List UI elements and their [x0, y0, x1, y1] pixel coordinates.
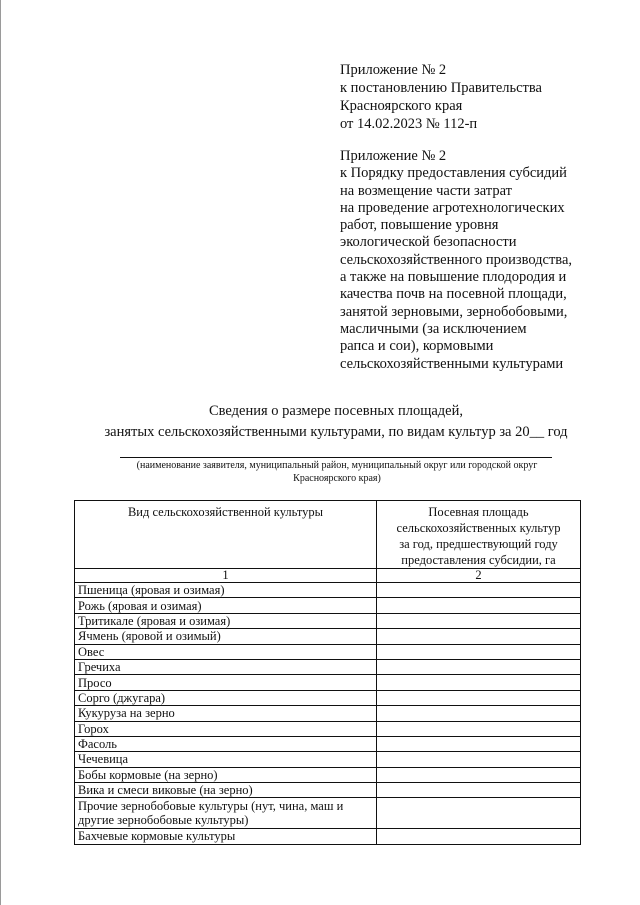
- area-cell: [377, 629, 581, 644]
- appendix-line: качества почв на посевной площади,: [340, 286, 567, 303]
- appendix-line: а также на повышение плодородия и: [340, 269, 567, 286]
- crop-name: Вика и смеси виковые (на зерно): [75, 783, 377, 798]
- appendix-line: на проведение агротехнологических: [340, 199, 565, 216]
- column-number-1: 1: [75, 569, 377, 583]
- resolution-date-number: от 14.02.2023 № 112-п: [340, 116, 478, 132]
- title-line: Сведения о размере посевных площадей,: [209, 403, 463, 419]
- table-row-fodder-beans: [75, 767, 581, 782]
- area-cell: [377, 690, 581, 705]
- area-cell: [377, 613, 581, 628]
- crop-name: Горох: [75, 721, 377, 736]
- appendix-line: экологической безопасности: [340, 234, 517, 251]
- table-row-triticale: [75, 613, 581, 628]
- area-cell: [377, 659, 581, 674]
- crop-name: Овес: [75, 644, 377, 659]
- crop-name: Гречиха: [75, 659, 377, 674]
- document-title: [74, 401, 598, 443]
- crop-name: Фасоль: [75, 736, 377, 751]
- crop-name: Кукуруза на зерно: [75, 706, 377, 721]
- table-row-grain-corn: [75, 706, 581, 721]
- appendix-line: работ, повышение уровня: [340, 217, 499, 234]
- area-cell: [377, 583, 581, 598]
- crop-name: Бобы кормовые (на зерно): [75, 767, 377, 782]
- area-cell: [377, 783, 581, 798]
- crop-name: Тритикале (яровая и озимая): [75, 613, 377, 628]
- appendix-resolution-reference: [340, 61, 542, 133]
- table-row-sorghum: [75, 690, 581, 705]
- table-row-other-legumes: [75, 798, 581, 829]
- appendix-line: сельскохозяйственными культурами: [340, 355, 564, 372]
- area-cell: [377, 721, 581, 736]
- sown-area-header: Посевная площадь сельскохозяйственных культур за год, предшествующий году предоставления субсидии, га: [377, 501, 581, 569]
- appendix-line: Красноярского края: [340, 98, 463, 114]
- table-row-wheat: [75, 583, 581, 598]
- appendix-line: занятой зерновыми, зернобобовыми,: [340, 303, 568, 320]
- area-cell: [377, 706, 581, 721]
- table-row-buckwheat: [75, 659, 581, 674]
- applicant-caption: [112, 459, 562, 485]
- table-header-row: [75, 501, 581, 569]
- appendix-line: сельскохозяйственного производства,: [340, 251, 573, 268]
- table-row-rye: [75, 598, 581, 613]
- area-cell: [377, 798, 581, 829]
- crop-name: Бахчевые кормовые культуры: [75, 829, 377, 844]
- crop-name: Прочие зернобобовые культуры (нут, чина, маш и другие зернобобовые культуры): [75, 798, 377, 829]
- caption-line: Красноярского края): [293, 473, 381, 484]
- appendix-line: к Порядку предоставления субсидий: [340, 165, 567, 182]
- title-line: занятых сельскохозяйственными культурами, по видам культур за 20__ год: [104, 424, 568, 440]
- appendix-line: к постановлению Правительства: [340, 80, 542, 96]
- crop-name: Сорго (джугара): [75, 690, 377, 705]
- area-cell: [377, 675, 581, 690]
- area-cell: [377, 767, 581, 782]
- crop-name: Рожь (яровая и озимая): [75, 598, 377, 613]
- appendix-procedure-reference: [340, 148, 572, 373]
- table-row-lentils: [75, 752, 581, 767]
- appendix-label: Приложение № 2: [340, 148, 447, 164]
- appendix-label: Приложение № 2: [340, 62, 447, 78]
- column-number-2: 2: [377, 569, 581, 583]
- scan-edge: [0, 0, 1, 905]
- caption-line: (наименование заявителя, муниципальный район, муниципальный округ или городской округ: [136, 460, 538, 471]
- crop-name: Просо: [75, 675, 377, 690]
- area-cell: [377, 644, 581, 659]
- area-cell: [377, 752, 581, 767]
- table-row-beans: [75, 736, 581, 751]
- crop-name: Пшеница (яровая и озимая): [75, 583, 377, 598]
- applicant-name-blank-line: [120, 457, 552, 458]
- crop-area-table: [74, 500, 581, 845]
- appendix-line: масличными (за исключением: [340, 320, 527, 337]
- table-row-barley: [75, 629, 581, 644]
- area-cell: [377, 829, 581, 844]
- table-row-fodder-melons: [75, 829, 581, 844]
- crop-type-header: Вид сельскохозяйственной культуры: [75, 501, 377, 569]
- appendix-line: рапса и сои), кормовыми: [340, 338, 494, 355]
- table-row-vetch: [75, 783, 581, 798]
- area-cell: [377, 736, 581, 751]
- area-cell: [377, 598, 581, 613]
- crop-name: Ячмень (яровой и озимый): [75, 629, 377, 644]
- table-row-oats: [75, 644, 581, 659]
- appendix-line: на возмещение части затрат: [340, 182, 512, 199]
- column-number-row: [75, 569, 581, 583]
- table-row-peas: [75, 721, 581, 736]
- table-row-millet: [75, 675, 581, 690]
- crop-name: Чечевица: [75, 752, 377, 767]
